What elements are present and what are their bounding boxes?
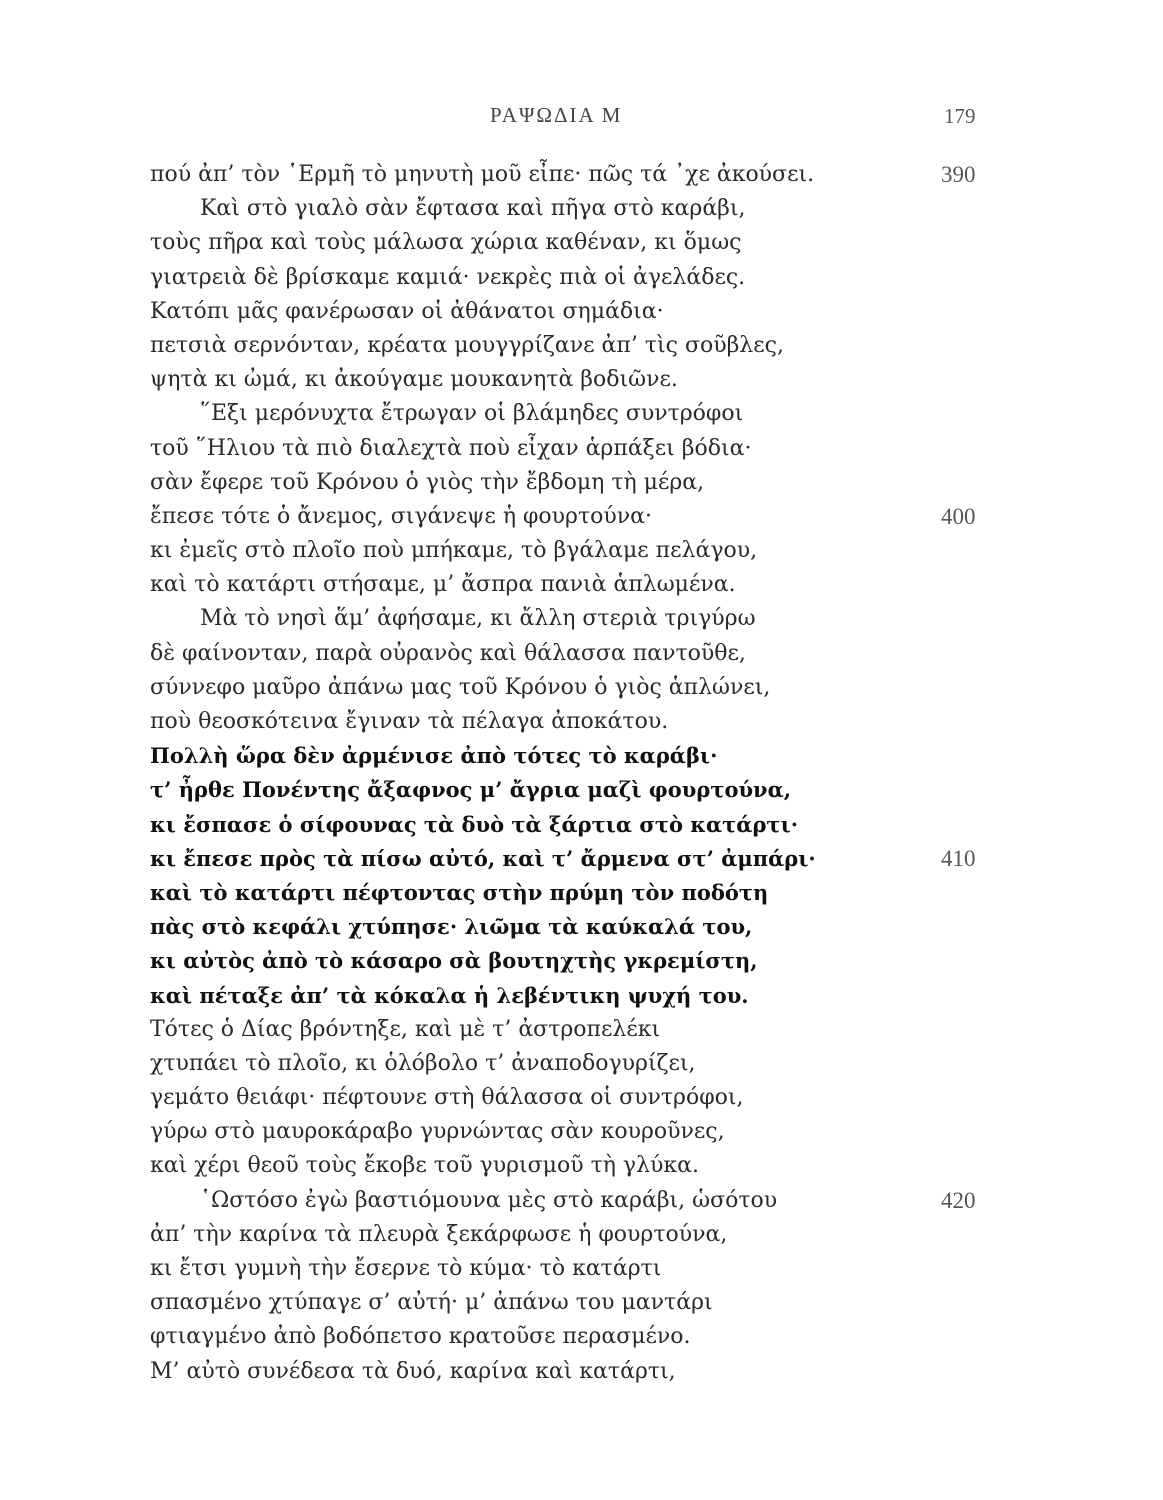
verse-text: ποὺ θεοσκότεινα ἔγιναν τὰ πέλαγα ἀποκάτου. <box>150 709 669 734</box>
verse-text: πὰς στὸ κεφάλι χτύπησε· λιῶμα τὰ καύκαλά του, <box>150 914 753 940</box>
verse-line <box>150 1320 1010 1354</box>
verse-text: τ’ ἦρθε Πονέντης ἄξαφνος μ’ ἄγρια μαζὶ φουρτούνα, <box>150 777 792 803</box>
verse-text: ἔπεσε τότε ὁ ἄνεμος, σιγάνεψε ἡ φουρτούνα· <box>150 503 652 529</box>
verse-line <box>150 363 1010 397</box>
page-number: 179 <box>944 104 976 128</box>
line-number: 400 <box>941 503 976 529</box>
verse-line <box>150 1115 1010 1149</box>
verse-text: καὶ χέρι θεοῦ τοὺς ἔκοβε τοῦ γυρισμοῦ τὴ γλύκα. <box>150 1153 699 1179</box>
verse-text: φτιαγμένο ἀπὸ βοδόπετσο κρατοῦσε περασμένο. <box>150 1324 691 1350</box>
verse-text: Μ’ αὐτὸ συνέδεσα τὰ δυό, καρίνα καὶ κατάρτι, <box>150 1358 676 1384</box>
verse-line <box>150 773 1010 807</box>
verse-text: κι ἔπεσε πρὸς τὰ πίσω αὐτό, καὶ τ’ ἄρμενα στ’ ἀμπάρι· <box>150 845 816 871</box>
verse-text: ῞Εξι μερόνυχτα ἔτρωγαν οἱ βλάμηδες συντρόφοι <box>200 401 744 427</box>
verse-line <box>150 192 1010 226</box>
verse-text: πού ἀπ’ τὸν ῾Ερμῆ τὸ μηνυτὴ μοῦ εἶπε· πῶς τά ᾽χε ἀκούσει. <box>150 162 815 187</box>
verse-line <box>150 671 1010 705</box>
verse-text: γεμάτο θειάφι· πέφτουνε στὴ θάλασσα οἱ συντρόφοι, <box>150 1085 744 1111</box>
verse-text: τοὺς πῆρα καὶ τοὺς μάλωσα χώρια καθέναν, κι ὅμως <box>150 230 742 256</box>
line-number: 410 <box>941 845 976 871</box>
running-head: ΡΑΨΩΔΙΑ Μ <box>490 103 623 127</box>
verse-line <box>150 295 1010 329</box>
verse-line <box>150 637 1010 671</box>
verse-text: ψητὰ κι ὠμά, κι ἀκούγαμε μουκανητὰ βοδιῶνε. <box>150 367 678 393</box>
verse-line <box>150 808 1010 842</box>
verse-text: Μὰ τὸ νησὶ ἅμ’ ἀφήσαμε, κι ἄλλη στεριὰ τριγύρω <box>200 606 756 632</box>
verse-line <box>150 1047 1010 1081</box>
verse-block <box>150 158 1010 1389</box>
verse-text: σὰν ἔφερε τοῦ Κρόνου ὁ γιὸς τὴν ἔβδομη τὴ μέρα, <box>150 469 705 495</box>
verse-text: κι ἐμεῖς στὸ πλοῖο ποὺ μπήκαμε, τὸ βγάλαμε πελάγου, <box>150 538 758 564</box>
verse-line <box>150 261 1010 295</box>
verse-text: Τότες ὁ Δίας βρόντηξε, καὶ μὲ τ’ ἀστροπελέκι <box>150 1016 661 1042</box>
verse-line <box>150 1218 1010 1252</box>
verse-line <box>150 705 1010 739</box>
verse-text: κι ἔσπασε ὁ σίφουνας τὰ δυὸ τὰ ξάρτια στὸ κατάρτι· <box>150 811 799 837</box>
verse-line <box>150 910 1010 944</box>
verse-text: Κατόπι μᾶς φανέρωσαν οἱ ἀθάνατοι σημάδια· <box>150 298 664 324</box>
verse-text: ἀπ’ τὴν καρίνα τὰ πλευρὰ ξεκάρφωσε ἡ φουρτούνα, <box>150 1221 728 1247</box>
verse-text: πετσιὰ σερνόνταν, κρέατα μουγγρίζανε ἀπ’ τὶς σοῦβλες, <box>150 332 784 358</box>
verse-text: γύρω στὸ μαυροκάραβο γυρνώντας σὰν κουροῦνες, <box>150 1119 725 1145</box>
verse-text: κι ἔτσι γυμνὴ τὴν ἔσερνε τὸ κύμα· τὸ κατάρτι <box>150 1256 662 1281</box>
verse-line <box>150 944 1010 978</box>
verse-text: καὶ τὸ κατάρτι στήσαμε, μ’ ἄσπρα πανιὰ ἁπλωμένα. <box>150 572 736 598</box>
verse-line <box>150 602 1010 636</box>
verse-line <box>150 397 1010 431</box>
verse-line <box>150 226 1010 260</box>
verse-text: ῾Ωστόσο ἐγὼ βαστιόμουνα μὲς στὸ καράβι, ὡσότου <box>200 1187 778 1213</box>
verse-text: δὲ φαίνονταν, παρὰ οὐρανὸς καὶ θάλασσα παντοῦθε, <box>150 640 746 666</box>
verse-text: σπασμένο χτύπαγε σ’ αὐτή· μ’ ἀπάνω του μαντάρι <box>150 1290 713 1316</box>
verse-text: κι αὐτὸς ἀπὸ τὸ κάσαρο σὰ βουτηχτὴς γκρεμίστη, <box>150 948 758 974</box>
line-number: 390 <box>941 162 976 187</box>
verse-line <box>150 500 1010 534</box>
verse-line <box>150 432 1010 466</box>
verse-line <box>150 979 1010 1013</box>
verse-text: καὶ πέταξε ἀπ’ τὰ κόκαλα ἡ λεβέντικη ψυχή του. <box>150 982 749 1008</box>
verse-line <box>150 158 1010 192</box>
verse-text: Πολλὴ ὥρα δὲν ἀρμένισε ἀπὸ τότες τὸ καράβι· <box>150 743 718 769</box>
line-number: 420 <box>941 1187 976 1213</box>
verse-line <box>150 1286 1010 1320</box>
verse-text: καὶ τὸ κατάρτι πέφτοντας στὴν πρύμη τὸν ποδότη <box>150 879 769 905</box>
verse-text: τοῦ ῞Ηλιου τὰ πιὸ διαλεχτὰ ποὺ εἶχαν ἁρπάξει βόδια· <box>150 435 752 461</box>
verse-line <box>150 1013 1010 1047</box>
verse-line <box>150 534 1010 568</box>
verse-line <box>150 1355 1010 1389</box>
verse-text: Καὶ στὸ γιαλὸ σὰν ἔφτασα καὶ πῆγα στὸ καράβι, <box>200 196 746 222</box>
verse-line <box>150 568 1010 602</box>
verse-text: γιατρειὰ δὲ βρίσκαμε καμιά· νεκρὲς πιὰ οἱ ἀγελάδες. <box>150 264 746 290</box>
verse-line <box>150 1081 1010 1115</box>
verse-line <box>150 1184 1010 1218</box>
verse-line <box>150 329 1010 363</box>
verse-text: σύννεφο μαῦρο ἀπάνω μας τοῦ Κρόνου ὁ γιὸς ἁπλώνει, <box>150 674 771 700</box>
verse-line <box>150 466 1010 500</box>
verse-line <box>150 876 1010 910</box>
verse-line <box>150 739 1010 773</box>
verse-line <box>150 1149 1010 1183</box>
verse-line <box>150 842 1010 876</box>
verse-line <box>150 1252 1010 1286</box>
verse-text: χτυπάει τὸ πλοῖο, κι ὁλόβολο τ’ ἀναποδογυρίζει, <box>150 1050 696 1076</box>
